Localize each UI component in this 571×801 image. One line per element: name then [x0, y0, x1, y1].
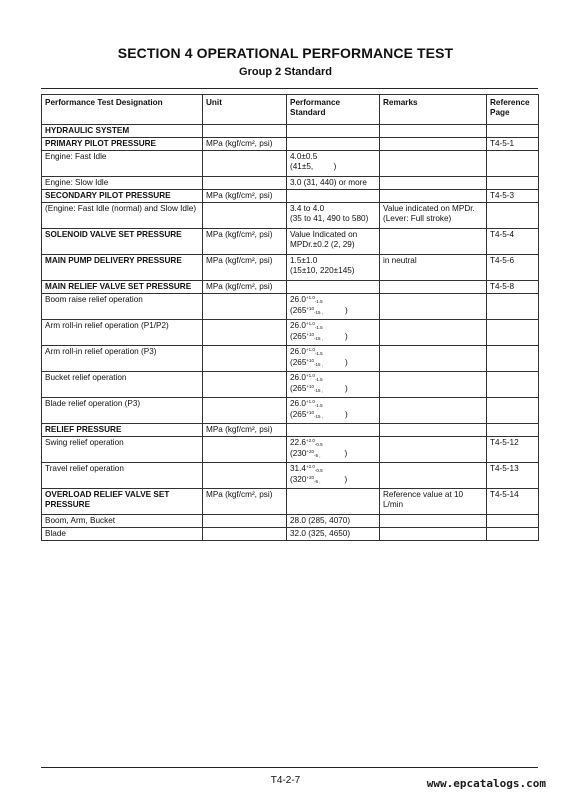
base-value: (265 [290, 384, 307, 393]
tolerance-minus: -0.5 [314, 468, 323, 473]
unit-cell [203, 346, 287, 372]
remarks-cell [380, 138, 487, 151]
designation-cell: SOLENOID VALVE SET PRESSURE [42, 229, 203, 255]
reference-page-cell: T4-5-1 [487, 138, 539, 151]
reference-page-cell: T4-5-3 [487, 190, 539, 203]
designation-cell: Blade [42, 528, 203, 541]
unit-cell [203, 528, 287, 541]
designation-cell: Arm roll-in relief operation (P1/P2) [42, 320, 203, 346]
standard-line-1: 3.4 to 4.0 [290, 204, 325, 213]
top-rule [41, 88, 538, 89]
reference-page-cell [487, 125, 539, 138]
remarks-cell [380, 177, 487, 190]
unit-cell [203, 515, 287, 528]
designation-cell: (Engine: Fast Idle (normal) and Slow Idle) [42, 203, 203, 229]
remarks-cell [380, 281, 487, 294]
tolerance-minus: -1.5 [314, 377, 323, 382]
tolerance-plus: +2.0 [305, 438, 315, 443]
tolerance-minus: -15 , [314, 414, 324, 419]
col-header-standard: Performance Standard [287, 95, 380, 125]
close-paren: ) [345, 306, 348, 315]
unit-cell [203, 125, 287, 138]
close-paren: ) [344, 475, 348, 484]
designation-cell: HYDRAULIC SYSTEM [42, 125, 203, 138]
standard-line-2 [290, 449, 376, 460]
unit-cell [203, 372, 287, 398]
remarks-cell [380, 346, 487, 372]
standard-cell [287, 125, 380, 138]
unit-cell [203, 437, 287, 463]
tolerance-minus: -1.5 [314, 351, 323, 356]
remarks-cell [380, 151, 487, 177]
table-header-row [42, 95, 539, 125]
table-row [42, 177, 539, 190]
unit-cell: MPa (kgf/cm², psi) [203, 190, 287, 203]
tolerance-plus: +1.0 [305, 399, 315, 404]
unit-cell [203, 203, 287, 229]
reference-page-cell [487, 424, 539, 437]
reference-page-cell [487, 398, 539, 424]
unit-cell [203, 177, 287, 190]
base-value: 26.0 [290, 347, 306, 356]
tolerance-minus: -0.5 [314, 442, 323, 447]
table-row [42, 424, 539, 437]
col-header-reference-page: Reference Page [487, 95, 539, 125]
standard-cell [287, 463, 380, 489]
standard-cell [287, 437, 380, 463]
standard-cell [287, 151, 380, 177]
close-paren: ) [345, 332, 348, 341]
standard-cell [287, 255, 380, 281]
standard-line-1 [290, 347, 376, 358]
base-value: 26.0 [290, 295, 306, 304]
standard-cell: 3.0 (31, 440) or more [287, 177, 380, 190]
tolerance-plus: +1.0 [305, 347, 315, 352]
standard-cell [287, 138, 380, 151]
standard-line-1: 4.0±0.5 [290, 152, 318, 161]
tolerance-plus: +10 [306, 332, 315, 337]
remarks-cell [380, 229, 487, 255]
section-title: SECTION 4 OPERATIONAL PERFORMANCE TEST [117, 45, 454, 61]
remarks-cell [380, 190, 487, 203]
unit-cell: MPa (kgf/cm², psi) [203, 138, 287, 151]
reference-page-cell: T4-5-14 [487, 489, 539, 515]
remarks-cell [380, 320, 487, 346]
standard-line-1 [290, 438, 376, 449]
tolerance-minus: -15 , [314, 362, 324, 367]
reference-page-cell [487, 528, 539, 541]
reference-page-cell [487, 372, 539, 398]
page-number: T4-2-7 [270, 775, 301, 786]
remarks-cell [380, 294, 487, 320]
reference-page-cell [487, 346, 539, 372]
tolerance-plus: +1.0 [305, 295, 315, 300]
standard-cell [287, 372, 380, 398]
standard-line-2 [290, 358, 376, 369]
tolerance-plus: +20 [306, 449, 315, 454]
table-row [42, 138, 539, 151]
base-value: (265 [290, 306, 307, 315]
reference-page-cell: T4-5-8 [487, 281, 539, 294]
standard-cell [287, 281, 380, 294]
reference-page-cell [487, 515, 539, 528]
remarks-cell [380, 125, 487, 138]
standard-cell [287, 320, 380, 346]
tolerance-minus: -1.5 [314, 325, 323, 330]
watermark: www.epcatalogs.com [426, 777, 546, 790]
tolerance-minus: -15 , [314, 336, 324, 341]
remarks-cell [380, 424, 487, 437]
table-row [42, 190, 539, 203]
col-header-designation: Performance Test Designation [42, 95, 203, 125]
performance-standard-table [41, 94, 539, 541]
tolerance-minus: -15 , [314, 388, 324, 393]
designation-cell: Travel relief operation [42, 463, 203, 489]
base-value: (320 [290, 475, 307, 484]
tolerance-plus: +2.0 [305, 464, 315, 469]
standard-cell [287, 294, 380, 320]
tolerance-plus: +1.0 [305, 373, 315, 378]
standard-line-2: MPDr.±0.2 (2, 29) [290, 240, 355, 249]
close-paren: ) [344, 449, 348, 458]
designation-cell: MAIN PUMP DELIVERY PRESSURE [42, 255, 203, 281]
standard-line-1 [290, 399, 376, 410]
designation-cell: Blade relief operation (P3) [42, 398, 203, 424]
standard-cell [287, 203, 380, 229]
base-value: (265 [290, 358, 307, 367]
standard-line-2 [290, 332, 376, 343]
group-subtitle: Group 2 Standard [239, 66, 332, 78]
bottom-rule [41, 767, 538, 768]
remarks-cell: Value indicated on MPDr. (Lever: Full stroke) [380, 203, 487, 229]
table-row [42, 255, 539, 281]
unit-cell [203, 294, 287, 320]
tolerance-minus: -5 , [314, 453, 321, 458]
base-value: 31.4 [290, 464, 306, 473]
table-row [42, 320, 539, 346]
remarks-cell [380, 528, 487, 541]
standard-cell [287, 398, 380, 424]
tolerance-plus: +10 [306, 410, 315, 415]
designation-cell: Boom, Arm, Bucket [42, 515, 203, 528]
tolerance-plus: +1.0 [305, 321, 315, 326]
base-value: (265 [290, 332, 307, 341]
tolerance-plus: +20 [306, 475, 315, 480]
col-header-remarks: Remarks [380, 95, 487, 125]
standard-line-1 [290, 321, 376, 332]
reference-page-cell [487, 203, 539, 229]
close-paren: ) [345, 384, 348, 393]
table-row [42, 125, 539, 138]
standard-line-2 [290, 410, 376, 421]
standard-line-1 [290, 373, 376, 384]
table-row [42, 229, 539, 255]
base-value: (230 [290, 449, 307, 458]
reference-page-cell: T4-5-6 [487, 255, 539, 281]
table-row [42, 281, 539, 294]
tolerance-plus: +10 [306, 384, 315, 389]
table-row [42, 463, 539, 489]
remarks-cell [380, 515, 487, 528]
table-row [42, 437, 539, 463]
standard-cell [287, 424, 380, 437]
reference-page-cell [487, 177, 539, 190]
designation-cell: Engine: Fast Idle [42, 151, 203, 177]
table-row [42, 294, 539, 320]
unit-cell [203, 320, 287, 346]
standard-line-1 [290, 464, 376, 475]
standard-line-2: (35 to 41, 490 to 580) [290, 214, 369, 223]
standard-line-2 [290, 384, 376, 395]
standard-line-1 [290, 295, 376, 306]
designation-cell: SECONDARY PILOT PRESSURE [42, 190, 203, 203]
remarks-cell: Reference value at 10 L/min [380, 489, 487, 515]
standard-cell [287, 190, 380, 203]
table-row [42, 489, 539, 515]
base-value: (265 [290, 410, 307, 419]
standard-line-2: (41±5, ) [290, 162, 337, 171]
table-row [42, 372, 539, 398]
remarks-cell [380, 398, 487, 424]
unit-cell [203, 151, 287, 177]
table-row [42, 528, 539, 541]
standard-line-1: 1.5±1.0 [290, 256, 318, 265]
reference-page-cell: T4-5-12 [487, 437, 539, 463]
table-row [42, 398, 539, 424]
standard-cell: 32.0 (325, 4650) [287, 528, 380, 541]
reference-page-cell [487, 294, 539, 320]
unit-cell: MPa (kgf/cm², psi) [203, 424, 287, 437]
designation-cell: MAIN RELIEF VALVE SET PRESSURE [42, 281, 203, 294]
close-paren: ) [345, 410, 348, 419]
designation-cell: Boom raise relief operation [42, 294, 203, 320]
standard-cell [287, 229, 380, 255]
designation-cell: OVERLOAD RELIEF VALVE SET PRESSURE [42, 489, 203, 515]
remarks-cell [380, 463, 487, 489]
unit-cell: MPa (kgf/cm², psi) [203, 489, 287, 515]
tolerance-plus: +10 [306, 358, 315, 363]
designation-cell: Engine: Slow Idle [42, 177, 203, 190]
standard-line-2: (15±10, 220±145) [290, 266, 355, 275]
standard-cell [287, 489, 380, 515]
standard-cell: 28.0 (285, 4070) [287, 515, 380, 528]
designation-cell: Bucket relief operation [42, 372, 203, 398]
reference-page-cell [487, 151, 539, 177]
table-row [42, 515, 539, 528]
designation-cell: PRIMARY PILOT PRESSURE [42, 138, 203, 151]
base-value: 26.0 [290, 399, 306, 408]
designation-cell: Arm roll-in relief operation (P3) [42, 346, 203, 372]
remarks-cell [380, 437, 487, 463]
unit-cell: MPa (kgf/cm², psi) [203, 281, 287, 294]
tolerance-minus: -5 , [314, 479, 321, 484]
unit-cell [203, 463, 287, 489]
unit-cell: MPa (kgf/cm², psi) [203, 255, 287, 281]
unit-cell [203, 398, 287, 424]
standard-line-2 [290, 475, 376, 486]
reference-page-cell [487, 320, 539, 346]
tolerance-minus: -15 , [314, 310, 324, 315]
unit-cell: MPa (kgf/cm², psi) [203, 229, 287, 255]
reference-page-cell: T4-5-13 [487, 463, 539, 489]
remarks-cell [380, 372, 487, 398]
standard-cell [287, 346, 380, 372]
tolerance-minus: -1.5 [314, 403, 323, 408]
base-value: 22.6 [290, 438, 306, 447]
remarks-cell: in neutral [380, 255, 487, 281]
base-value: 26.0 [290, 373, 306, 382]
designation-cell: Swing relief operation [42, 437, 203, 463]
tolerance-minus: -1.5 [314, 299, 323, 304]
reference-page-cell: T4-5-4 [487, 229, 539, 255]
standard-line-2 [290, 306, 376, 317]
close-paren: ) [345, 358, 348, 367]
designation-cell: RELIEF PRESSURE [42, 424, 203, 437]
table-row [42, 346, 539, 372]
table-row [42, 203, 539, 229]
col-header-unit: Unit [203, 95, 287, 125]
table-row [42, 151, 539, 177]
base-value: 26.0 [290, 321, 306, 330]
tolerance-plus: +10 [306, 306, 315, 311]
standard-line-1: Value Indicated on [290, 230, 358, 239]
